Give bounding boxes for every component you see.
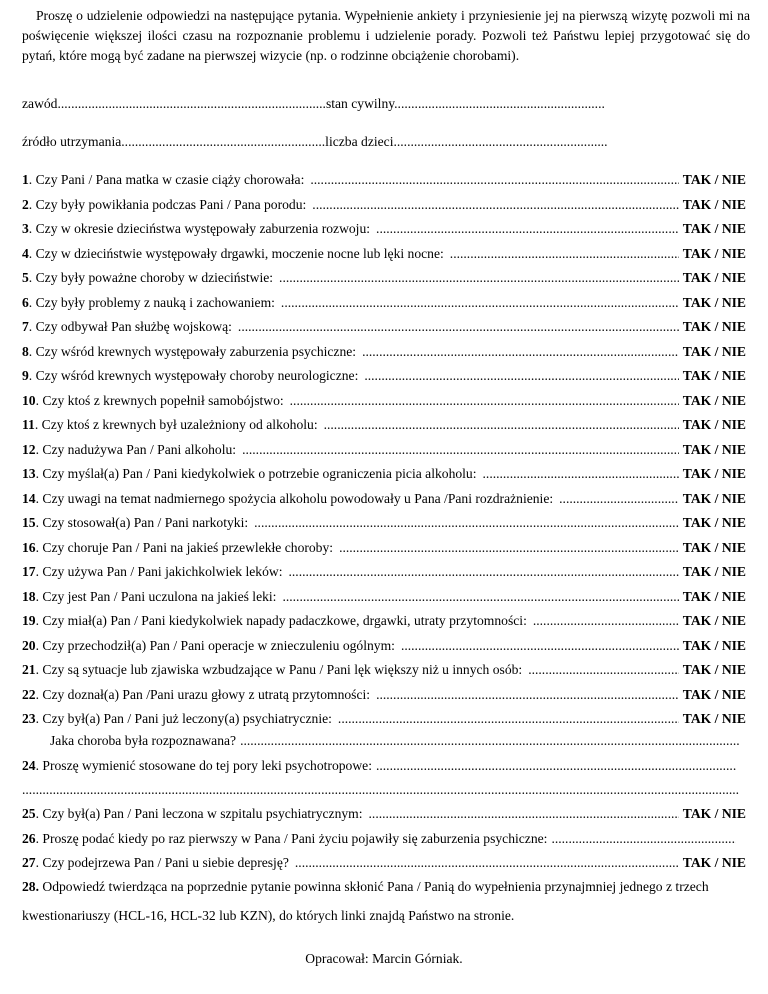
answer-yes-no[interactable]: TAK / NIE bbox=[682, 613, 746, 628]
question-number: 15 bbox=[22, 515, 36, 530]
question-text: . Czy doznał(a) Pan /Pani urazu głowy z utratą przytomności: bbox=[35, 686, 371, 702]
answer-yes-no[interactable]: TAK / NIE bbox=[682, 515, 746, 530]
question-number: 12 bbox=[22, 441, 36, 457]
question-27 bbox=[22, 853, 746, 873]
dot-leader bbox=[362, 342, 679, 362]
answer-yes-no[interactable]: TAK / NIE bbox=[682, 588, 746, 604]
question-number: 19 bbox=[22, 613, 36, 628]
question-number: 18 bbox=[22, 588, 36, 604]
question-3 bbox=[22, 219, 746, 239]
question-text: . Czy podejrzewa Pan / Pani u siebie depresję? bbox=[35, 855, 289, 870]
answer-yes-no[interactable]: TAK / NIE bbox=[682, 172, 746, 187]
question-text: . Czy używa Pan / Pani jakichkolwiek leków: bbox=[35, 564, 283, 579]
question-number: 16 bbox=[22, 539, 36, 555]
dot-leader bbox=[376, 685, 679, 705]
dot-leader bbox=[339, 538, 679, 558]
q23-sub-text: Jaka choroba była rozpoznawana? bbox=[50, 733, 237, 748]
question-text: . Czy wśród krewnych występowały choroby neurologiczne: bbox=[28, 368, 359, 383]
answer-yes-no[interactable]: TAK / NIE bbox=[682, 662, 746, 677]
question-text: Odpowiedź twierdząca na poprzednie pytanie powinna skłonić Pana / Panią do wypełnienia przynajmniej jednego z trzech kwestionariuszy (HCL-16, HCL-32 lub KZN), do których linki znajdą Państwo na stronie. bbox=[22, 879, 709, 923]
field-income-children[interactable]: źródło utrzymania............................................................liczba dzieci............................................................... bbox=[22, 134, 608, 149]
question-number: 7 bbox=[22, 319, 29, 334]
dot-leader bbox=[282, 587, 678, 607]
answer-yes-no[interactable]: TAK / NIE bbox=[682, 245, 746, 261]
question-8 bbox=[22, 342, 746, 362]
question-13 bbox=[22, 464, 746, 484]
answer-yes-no[interactable]: TAK / NIE bbox=[682, 539, 746, 555]
q26-answer-line[interactable] bbox=[551, 829, 736, 849]
question-number: 3 bbox=[22, 221, 29, 236]
question-text: . Czy jest Pan / Pani uczulona na jakieś leki: bbox=[35, 588, 277, 604]
question-9 bbox=[22, 366, 746, 386]
question-23 bbox=[22, 709, 746, 729]
dot-leader bbox=[364, 366, 678, 386]
dot-leader bbox=[338, 709, 679, 729]
question-text: . Czy miał(a) Pan / Pani kiedykolwiek napady padaczkowe, drgawki, utraty przytomności: bbox=[35, 613, 527, 628]
question-number: 17 bbox=[22, 564, 36, 579]
question-number: 11 bbox=[22, 417, 35, 432]
question-text: . Czy nadużywa Pan / Pani alkoholu: bbox=[35, 441, 237, 457]
question-25 bbox=[22, 804, 746, 824]
question-text: . Czy ktoś z krewnych popełnił samobójstwo: bbox=[35, 392, 284, 408]
question-number: 1 bbox=[22, 172, 29, 187]
dot-leader bbox=[533, 611, 679, 631]
question-text: . Czy przechodził(a) Pan / Pani operacje w znieczuleniu ogólnym: bbox=[35, 637, 395, 653]
question-17 bbox=[22, 562, 746, 582]
question-text: . Proszę wymienić stosowane do tej pory leki psychotropowe: bbox=[35, 758, 372, 773]
question-text: . Czy Pani / Pana matka w czasie ciąży chorowała: bbox=[28, 172, 305, 187]
question-number: 22 bbox=[22, 686, 36, 702]
answer-yes-no[interactable]: TAK / NIE bbox=[682, 711, 746, 726]
question-18 bbox=[22, 587, 746, 607]
question-10 bbox=[22, 391, 746, 411]
dot-leader bbox=[242, 440, 679, 460]
dot-leader bbox=[528, 660, 679, 680]
answer-yes-no[interactable]: TAK / NIE bbox=[682, 441, 746, 457]
question-26 bbox=[22, 829, 736, 849]
question-12 bbox=[22, 440, 746, 460]
answer-yes-no[interactable]: TAK / NIE bbox=[682, 294, 746, 310]
question-5 bbox=[22, 268, 746, 288]
answer-yes-no[interactable]: TAK / NIE bbox=[682, 855, 746, 870]
question-number: 10 bbox=[22, 392, 36, 408]
dot-leader bbox=[450, 244, 679, 264]
question-number: 21 bbox=[22, 662, 36, 677]
dot-leader bbox=[290, 391, 679, 411]
q23-sub-answer-line[interactable] bbox=[240, 731, 740, 751]
question-text: . Czy są sytuacje lub zjawiska wzbudzające w Panu / Pani lęk większy niż u innych osób: bbox=[35, 662, 523, 677]
answer-yes-no[interactable]: TAK / NIE bbox=[682, 417, 746, 432]
question-number: 24 bbox=[22, 758, 36, 773]
question-2 bbox=[22, 195, 746, 215]
answer-yes-no[interactable]: TAK / NIE bbox=[682, 686, 746, 702]
question-text: . Czy był(a) Pan / Pani leczona w szpitalu psychiatrycznym: bbox=[35, 806, 363, 821]
intro-paragraph: Proszę o udzielenie odpowiedzi na następujące pytania. Wypełnienie ankiety i przyniesienie jej na pierwszą wizytę pozwoli mi na poświęcenie większej ilości czasu na rozpoznanie problemu i udzielenie porady. Pozwoli też Państwu lepiej przygotować się do pytań, które mogą być zadane na pierwszej wizycie (np. o rodzinne obciążenie chorobami). bbox=[22, 8, 750, 63]
question-14 bbox=[22, 489, 746, 509]
question-text: . Czy choruje Pan / Pani na jakieś przewlekłe choroby: bbox=[35, 539, 334, 555]
question-text: . Proszę podać kiedy po raz pierwszy w Pana / Pani życiu pojawiły się zaburzenia psychiczne: bbox=[35, 831, 548, 846]
question-number: 4 bbox=[22, 245, 29, 261]
answer-yes-no[interactable]: TAK / NIE bbox=[682, 490, 746, 506]
answer-yes-no[interactable]: TAK / NIE bbox=[682, 221, 746, 236]
question-text: . Czy uwagi na temat nadmiernego spożycia alkoholu powodowały u Pana /Pani rozdrażnienie: bbox=[35, 490, 554, 506]
question-24 bbox=[22, 756, 736, 776]
q24-answer-line-2[interactable] bbox=[22, 780, 740, 800]
question-number: 14 bbox=[22, 490, 36, 506]
question-number: 8 bbox=[22, 343, 29, 359]
question-text: . Czy wśród krewnych występowały zaburzenia psychiczne: bbox=[28, 343, 357, 359]
dot-leader bbox=[310, 170, 678, 190]
question-number: 20 bbox=[22, 637, 36, 653]
dot-leader bbox=[295, 853, 679, 873]
dot-leader bbox=[401, 636, 679, 656]
question-text: . Czy odbywał Pan służbę wojskową: bbox=[28, 319, 232, 334]
dot-leader bbox=[289, 562, 679, 582]
question-text: . Czy były poważne choroby w dzieciństwie: bbox=[28, 270, 274, 285]
question-number: 23 bbox=[22, 711, 36, 726]
answer-yes-no[interactable]: TAK / NIE bbox=[682, 319, 746, 334]
dot-leader bbox=[281, 293, 679, 313]
question-text: . Czy myślał(a) Pan / Pani kiedykolwiek o potrzebie ograniczenia picia alkoholu: bbox=[35, 466, 477, 481]
question-number: 26 bbox=[22, 831, 36, 846]
question-text: . Czy były problemy z nauką i zachowaniem: bbox=[28, 294, 275, 310]
answer-yes-no[interactable]: TAK / NIE bbox=[682, 466, 746, 481]
question-number: 13 bbox=[22, 466, 36, 481]
question-text: . Czy był(a) Pan / Pani już leczony(a) psychiatrycznie: bbox=[35, 711, 332, 726]
dot-leader bbox=[369, 804, 679, 824]
q23-sub-question bbox=[50, 731, 740, 751]
question-11 bbox=[22, 415, 746, 435]
question-number: 9 bbox=[22, 368, 29, 383]
question-number: 5 bbox=[22, 270, 29, 285]
question-number: 28. bbox=[22, 879, 39, 894]
dot-leader bbox=[559, 489, 679, 509]
field-occupation-marital-status[interactable]: zawód...............................................................................stan cywilny.............................................................. bbox=[22, 96, 605, 111]
dot-leader bbox=[254, 513, 679, 533]
question-text: . Czy w okresie dzieciństwa występowały zaburzenia rozwoju: bbox=[28, 221, 371, 236]
question-15 bbox=[22, 513, 746, 533]
question-number: 2 bbox=[22, 196, 29, 212]
question-21 bbox=[22, 660, 746, 680]
question-6 bbox=[22, 293, 746, 313]
question-number: 25 bbox=[22, 806, 36, 821]
question-20 bbox=[22, 636, 746, 656]
answer-yes-no[interactable]: TAK / NIE bbox=[682, 806, 746, 821]
question-19 bbox=[22, 611, 746, 631]
answer-yes-no[interactable]: TAK / NIE bbox=[682, 392, 746, 408]
dot-leader bbox=[238, 317, 679, 337]
answer-yes-no[interactable]: TAK / NIE bbox=[682, 270, 746, 285]
dot-leader bbox=[324, 415, 679, 435]
answer-yes-no[interactable]: TAK / NIE bbox=[682, 637, 746, 653]
q24-answer-line[interactable] bbox=[376, 756, 736, 776]
dot-leader bbox=[376, 219, 679, 239]
question-22 bbox=[22, 685, 746, 705]
question-4 bbox=[22, 244, 746, 264]
question-text: . Czy były powikłania podczas Pani / Pana porodu: bbox=[28, 196, 307, 212]
question-7 bbox=[22, 317, 746, 337]
question-1 bbox=[22, 170, 746, 190]
answer-yes-no[interactable]: TAK / NIE bbox=[682, 564, 746, 579]
dot-leader bbox=[483, 464, 679, 484]
question-28 bbox=[22, 872, 752, 930]
dot-leader bbox=[279, 268, 679, 288]
answer-yes-no[interactable]: TAK / NIE bbox=[682, 196, 746, 212]
question-16 bbox=[22, 538, 746, 558]
dot-leader bbox=[312, 195, 679, 215]
question-text: . Czy ktoś z krewnych był uzależniony od alkoholu: bbox=[34, 417, 318, 432]
answer-yes-no[interactable]: TAK / NIE bbox=[682, 368, 746, 383]
question-text: . Czy stosował(a) Pan / Pani narkotyki: bbox=[35, 515, 249, 530]
question-number: 27 bbox=[22, 855, 36, 870]
question-number: 6 bbox=[22, 294, 29, 310]
answer-yes-no[interactable]: TAK / NIE bbox=[682, 343, 746, 359]
footer-author: Opracował: Marcin Górniak. bbox=[305, 951, 463, 966]
question-text: . Czy w dzieciństwie występowały drgawki, moczenie nocne lub lęki nocne: bbox=[28, 245, 444, 261]
